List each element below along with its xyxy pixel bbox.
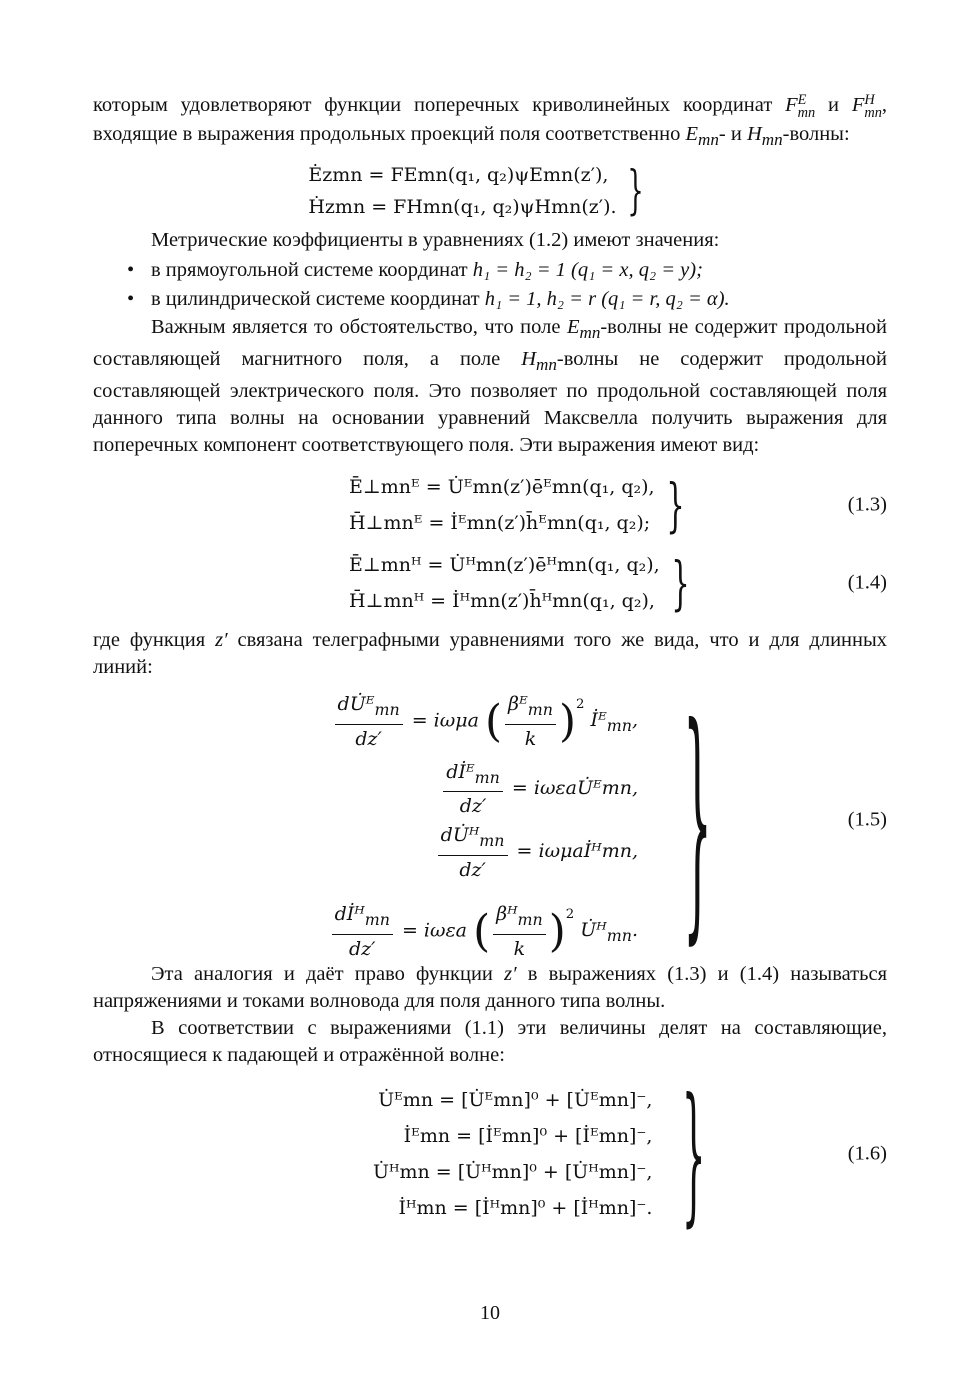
eq13-line1: Ē⊥mnᴱ = U̇ᴱmn(z′)ēᴱmn(q₁, q₂), — [349, 476, 655, 499]
equation-number-1-6: (1.6) — [847, 1142, 887, 1165]
page-body — [93, 91, 888, 1242]
eq15-rhs2: = iωεaU̇ᴱmn, — [511, 776, 638, 799]
equation-1-5 — [93, 674, 887, 966]
eq14-line1: Ē⊥mnᴴ = U̇ᴴmn(z′)ēᴴmn(q₁, q₂), — [349, 554, 660, 577]
eq15-rhs3: = iωμaİᴴmn, — [516, 840, 638, 863]
intro-text-2: , входящие в выражения продольных проекций поля соответственно — [93, 94, 888, 146]
bullet1-text: в прямоугольной системе координат — [151, 259, 468, 282]
brace-1-6: } — [682, 1067, 707, 1242]
eq15-line4: $\frac{dİᴴ_{mn}}{dz'}$ = iωεa ( $\frac{\beta ᴴ_{mn}}{k}$ )$^2$ U̇ᴴ$_{mn}$. — [329, 884, 638, 967]
where-text-1: где функция — [93, 629, 206, 652]
eq15-rhs1: = iωμa — [411, 709, 479, 732]
eq16-line4: İᴴmn = [İᴴmn]⁰ + [İᴴmn]⁻. — [398, 1197, 653, 1220]
eq15-line1: $\frac{dU̇ᴱ_{mn}}{dz'}$ = iωμa ( $\frac{\beta ᴱ_{mn}}{k}$ )$^2$ İᴱ$_{mn}$, — [332, 674, 638, 757]
brace-eq0: } — [626, 161, 644, 222]
intro-paragraph: которым удовлетворяют функции поперечных криволинейных координат F E mn и F H mn , входящие в выражения продольных проекций поля соответственно $E_{mn}-$ и $H_{mn}$-волны: — [93, 91, 888, 150]
metric-list — [93, 256, 887, 314]
eq15-rhs4: = iωεa — [401, 919, 468, 942]
important-text-1: Важным является то обстоятельство, что поле — [151, 316, 561, 339]
metric-paragraph: Метрические коэффициенты в уравнениях (1.2) имеют значения: — [151, 229, 720, 252]
intro-text-4: -волны: — [782, 123, 850, 146]
list-item — [93, 285, 887, 314]
eq14-line2: H̄⊥mnᴴ = İᴴmn(z′)h̄ᴴmn(q₁, q₂), — [349, 590, 655, 613]
intro-text-3: - и — [718, 123, 742, 146]
analogy-text-2: в выражениях (1.3) и (1.4) называться напряжениями и токами волновода для поля данного типа волны. — [93, 963, 888, 1013]
zprime-symbol: z′ — [215, 629, 228, 652]
brace-1-5: } — [683, 674, 712, 966]
brace-1-4: } — [670, 549, 690, 618]
list-item — [93, 256, 887, 285]
eq16-line2: İᴱmn = [İᴱmn]⁰ + [İᴱmn]⁻, — [403, 1125, 653, 1148]
equation-1-6 — [93, 1067, 887, 1242]
eq15-line3: $\frac{dU̇ᴴ_{mn}}{dz'}$ = iωμaİᴴmn, — [435, 820, 638, 883]
where-text-2: связана телеграфными уравнениями того же вида, что и для длинных линий: — [93, 629, 888, 679]
important-text-3: -волны не содержит продольной составляющей электрического поля. Это позволяет по продольной составляющей поля данного типа волны на основании уравнений Максвелла получить выражения для поперечных компонент соответствующего поля. Эти выражения имеют вид: — [93, 348, 887, 457]
eq16-line1: U̇ᴱmn = [U̇ᴱmn]⁰ + [U̇ᴱmn]⁻, — [378, 1089, 653, 1112]
eq0-line2: Ḣzmn = FHmn(q₁, q₂)ψHmn(z′). — [308, 196, 617, 219]
bullet1-math: h₁ = h₂ = 1 (q₁ = x, q₂ = y); — [472, 259, 703, 282]
eq15-frac1: $\frac{dU̇ᴱ_{mn}}{dz'}$ — [335, 690, 403, 753]
important-paragraph: Важным является то обстоятельство, что поле $E_{mn}$-волны не содержит продольной составляющей магнитного поля, а поле $H_{mn}$-волны не содержит продольной составляющей электрического поля. Это позволяет по продольной составляющей поля данного типа волны на основании уравнений Максвелла получить выражения для поперечных компонент соответствующего поля. Эти выражения имеют вид: — [93, 316, 887, 457]
brace-1-3: } — [665, 471, 685, 540]
analogy-paragraph: Эта аналогия и даёт право функции z′ в выражениях (1.3) и (1.4) называться напряжениями и токами волновода для поля данного типа волны. — [93, 963, 888, 1013]
equation-number-1-3: (1.3) — [847, 493, 887, 516]
intro-and: и — [828, 94, 839, 116]
analogy-text-1: Эта аналогия и даёт право функции — [151, 963, 493, 986]
bullet2-text: в цилиндрической системе координат — [151, 288, 480, 311]
equation-1-3 — [93, 469, 887, 541]
eq13-line2: H̄⊥mnᴱ = İᴱmn(z′)h̄ᴱmn(q₁, q₂); — [349, 512, 651, 535]
eq15-line2: $\frac{dİᴱ_{mn}}{dz'}$ = iωεaU̇ᴱmn, — [440, 757, 638, 820]
equation-1-4 — [93, 547, 887, 619]
accord-paragraph: В соответствии с выражениями (1.1) эти величины делят на составляющие, относящиеся к падающей и отражённой волне: — [93, 1017, 887, 1067]
bullet2-math: h₁ = 1, h₂ = r (q₁ = r, q₂ = α). — [484, 288, 730, 311]
eq16-line3: U̇ᴴmn = [U̇ᴴmn]⁰ + [U̇ᴴmn]⁻, — [373, 1161, 653, 1184]
equation-longitudinal — [73, 159, 887, 223]
intro-text-1: которым удовлетворяют функции поперечных криволинейных координат — [93, 94, 773, 116]
eq0-line1: Ėzmn = FEmn(q₁, q₂)ψEmn(z′), — [308, 164, 609, 187]
equation-number-1-5: (1.5) — [847, 808, 887, 831]
important-text-2: -волны не содержит продольной составляющей магнитного поля, а поле — [93, 316, 887, 371]
page-number: 10 — [480, 1302, 500, 1324]
equation-number-1-4: (1.4) — [847, 571, 887, 594]
